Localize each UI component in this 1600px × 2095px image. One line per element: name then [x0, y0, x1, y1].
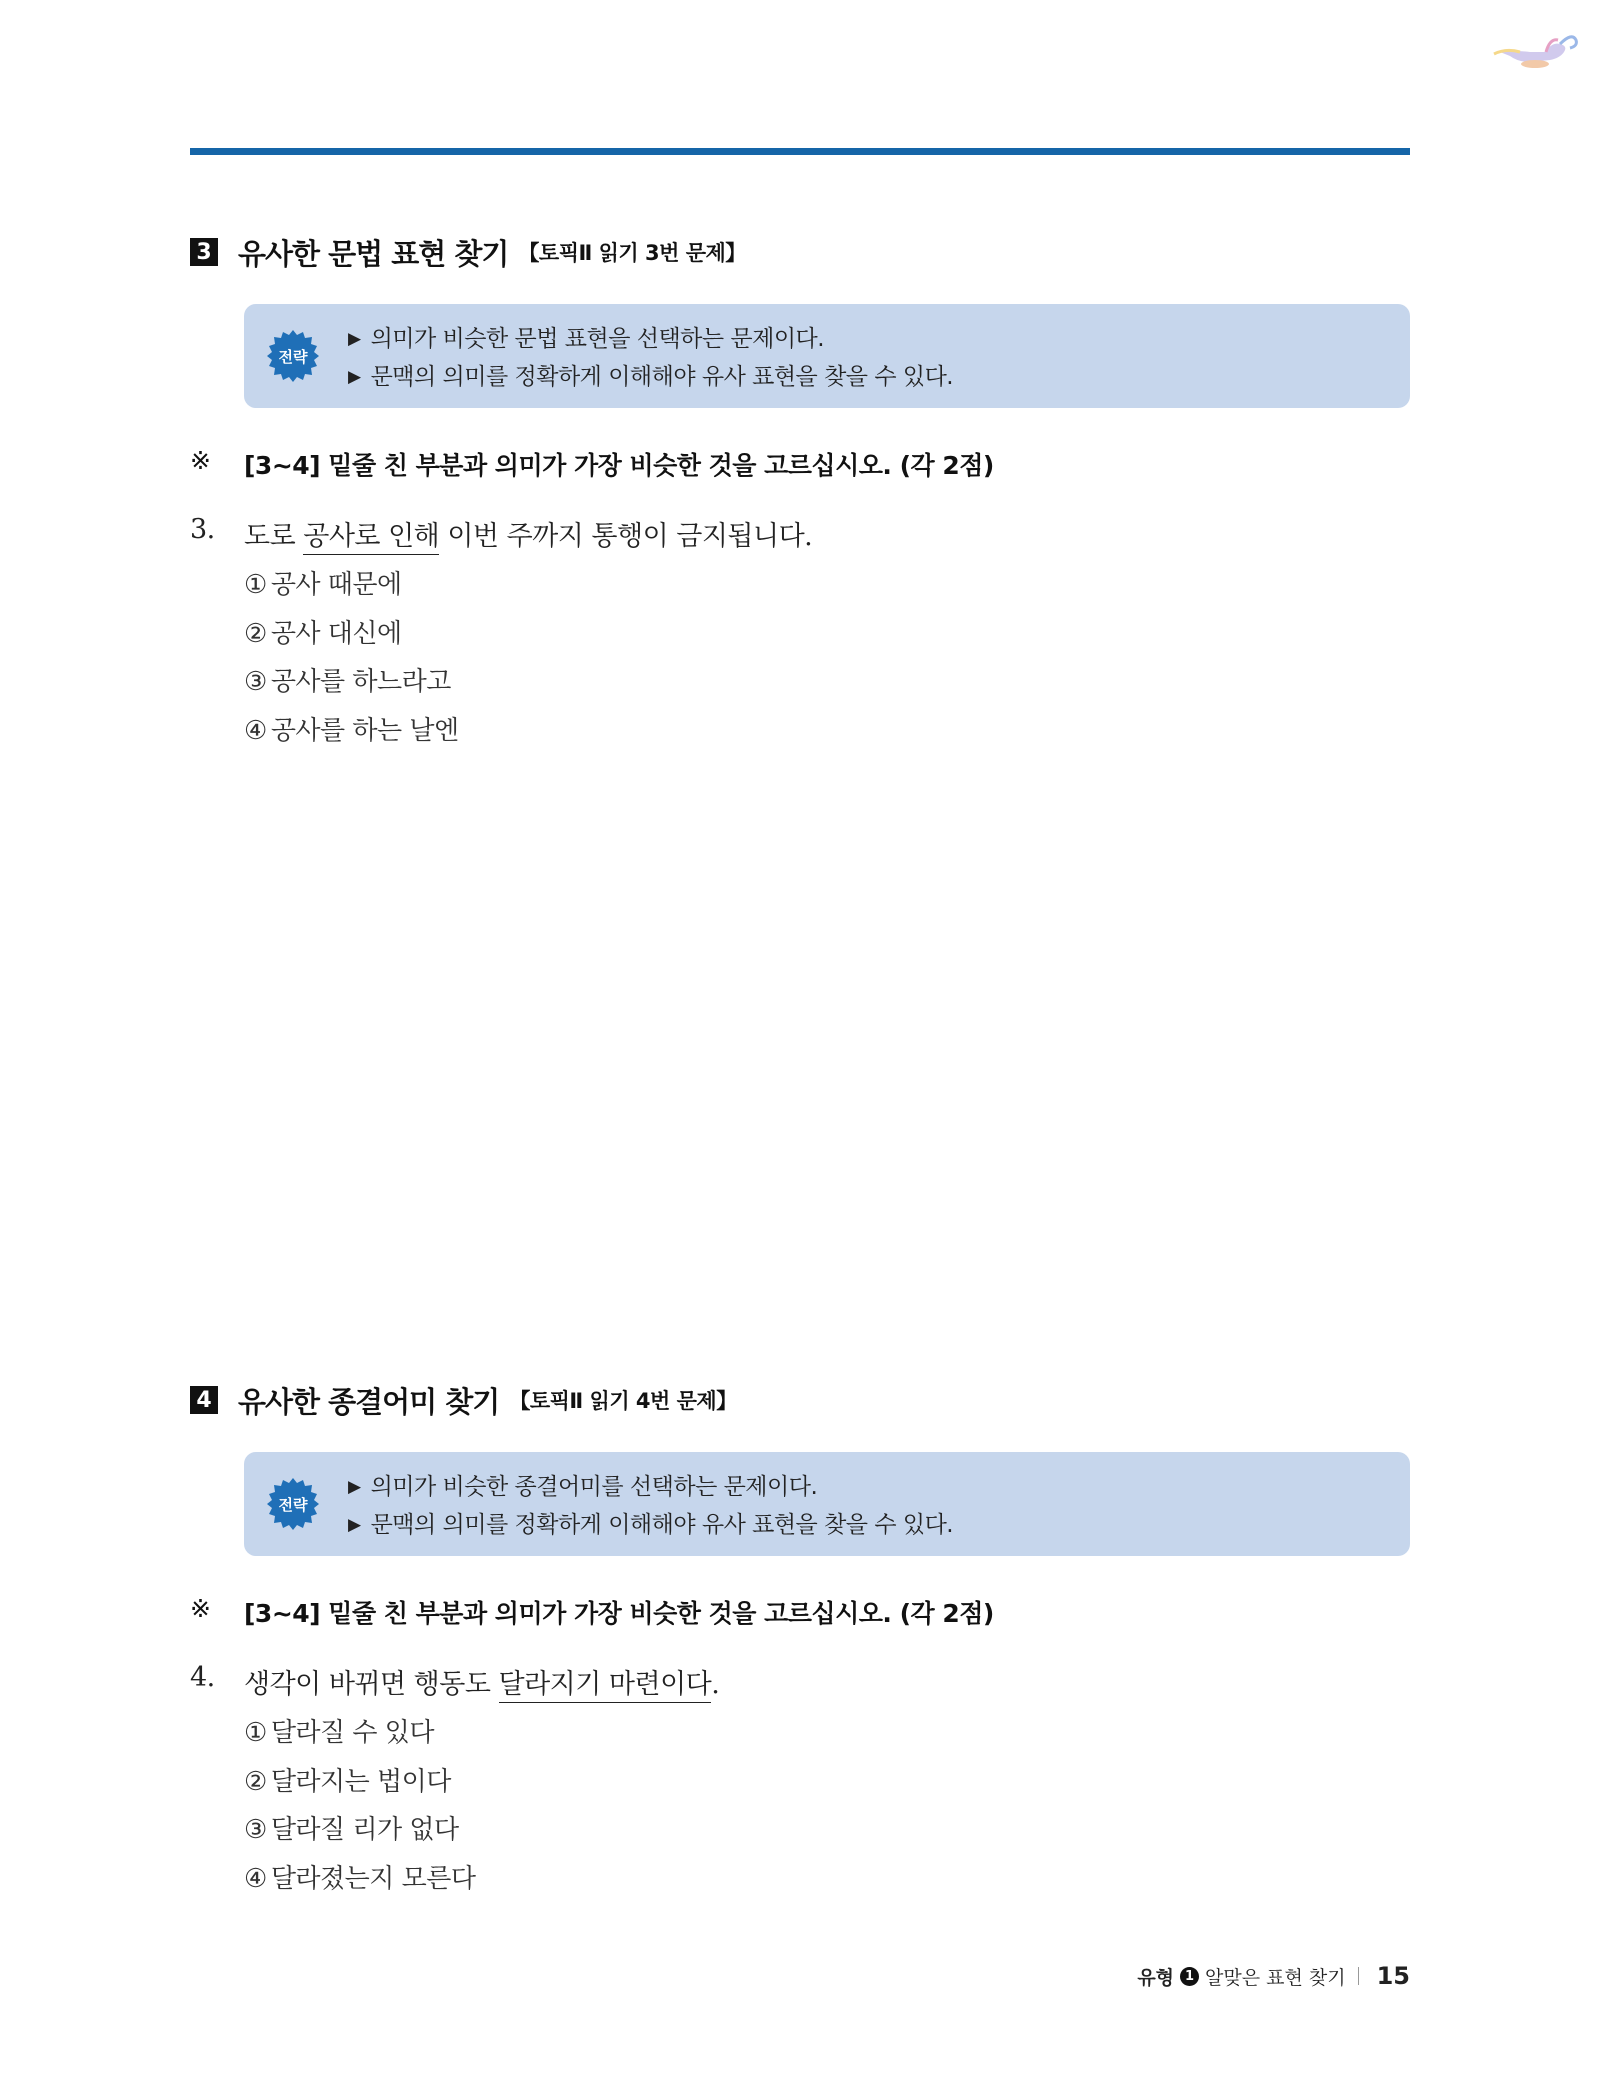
reference-mark: ※ [190, 1594, 211, 1623]
answer-option[interactable]: ① 공사 때문에 [244, 570, 402, 600]
question-4 [190, 1662, 1410, 1701]
page-number: 15 [1376, 1962, 1410, 1990]
section-title [190, 232, 1410, 272]
triangle-bullet-icon: ▶ [348, 1515, 361, 1535]
underlined-phrase: 공사로 인해 [303, 521, 439, 555]
answer-option[interactable]: ② 공사 대신에 [244, 618, 402, 649]
answer-option[interactable]: ④ 달라졌는지 모른다 [244, 1863, 476, 1894]
answer-option[interactable]: ④ 공사를 하는 날엔 [244, 715, 459, 746]
reference-mark: ※ [190, 446, 211, 475]
instruction-text: [3~4] 밑줄 친 부분과 의미가 가장 비슷한 것을 고르십시오. (각 2점) [244, 1599, 994, 1628]
instruction [190, 1594, 1410, 1630]
section-tag: 【토픽Ⅱ 읽기 4번 문제】 [509, 1389, 737, 1413]
strategy-badge-label: 전략 [278, 1495, 308, 1514]
answer-option[interactable]: ② 달라지는 법이다 [244, 1766, 451, 1797]
answer-options [244, 561, 1410, 755]
answer-options [244, 1709, 1410, 1903]
answer-option[interactable]: ③ 달라질 리가 없다 [244, 1815, 459, 1845]
answer-option[interactable]: ① 달라질 수 있다 [244, 1718, 435, 1748]
footer-label: 유형 [1137, 1966, 1175, 1989]
triangle-bullet-icon: ▶ [348, 329, 361, 349]
section-title-text: 유사한 종결어미 찾기 [238, 1384, 500, 1419]
question-number: 4. [190, 1662, 215, 1693]
section-title-text: 유사한 문법 표현 찾기 [238, 236, 509, 271]
section-number-badge: 4 [190, 1386, 218, 1414]
section-4 [190, 1380, 1410, 1903]
section-title [190, 1380, 1410, 1420]
strategy-box [244, 304, 1410, 408]
underlined-phrase: 달라지기 마련이다 [499, 1669, 712, 1703]
question-3 [190, 514, 1410, 553]
section-number-badge: 3 [190, 238, 218, 266]
instruction-text: [3~4] 밑줄 친 부분과 의미가 가장 비슷한 것을 고르십시오. (각 2점) [244, 451, 994, 480]
top-rule [190, 148, 1410, 155]
strategy-badge [266, 329, 320, 383]
question-number: 3. [190, 514, 215, 545]
triangle-bullet-icon: ▶ [348, 1477, 361, 1497]
question-text: 도로 공사로 인해 이번 주까지 통행이 금지됩니다. [244, 514, 812, 553]
footer-number-circle: 1 [1180, 1967, 1199, 1986]
strategy-line: ▶ 의미가 비슷한 문법 표현을 선택하는 문제이다. [348, 326, 825, 352]
strategy-box [244, 1452, 1410, 1556]
footer-chapter-title: 알맞은 표현 찾기 [1205, 1966, 1346, 1989]
strategy-line: ▶ 의미가 비슷한 종결어미를 선택하는 문제이다. [348, 1474, 818, 1500]
section-3 [190, 232, 1410, 755]
footer-divider [1358, 1967, 1359, 1985]
triangle-bullet-icon: ▶ [348, 367, 361, 387]
strategy-badge-label: 전략 [278, 347, 308, 366]
question-text: 생각이 바뀌면 행동도 달라지기 마련이다. [244, 1662, 719, 1701]
answer-option[interactable]: ③ 공사를 하느라고 [244, 667, 451, 697]
strategy-badge [266, 1477, 320, 1531]
instruction [190, 446, 1410, 482]
strategy-line: ▶ 문맥의 의미를 정확하게 이해해야 유사 표현을 찾을 수 있다. [348, 364, 954, 390]
magic-lamp-icon [1490, 22, 1580, 72]
section-tag: 【토픽Ⅱ 읽기 3번 문제】 [518, 241, 746, 265]
strategy-line: ▶ 문맥의 의미를 정확하게 이해해야 유사 표현을 찾을 수 있다. [348, 1512, 954, 1538]
page-footer [1137, 1962, 1410, 1990]
